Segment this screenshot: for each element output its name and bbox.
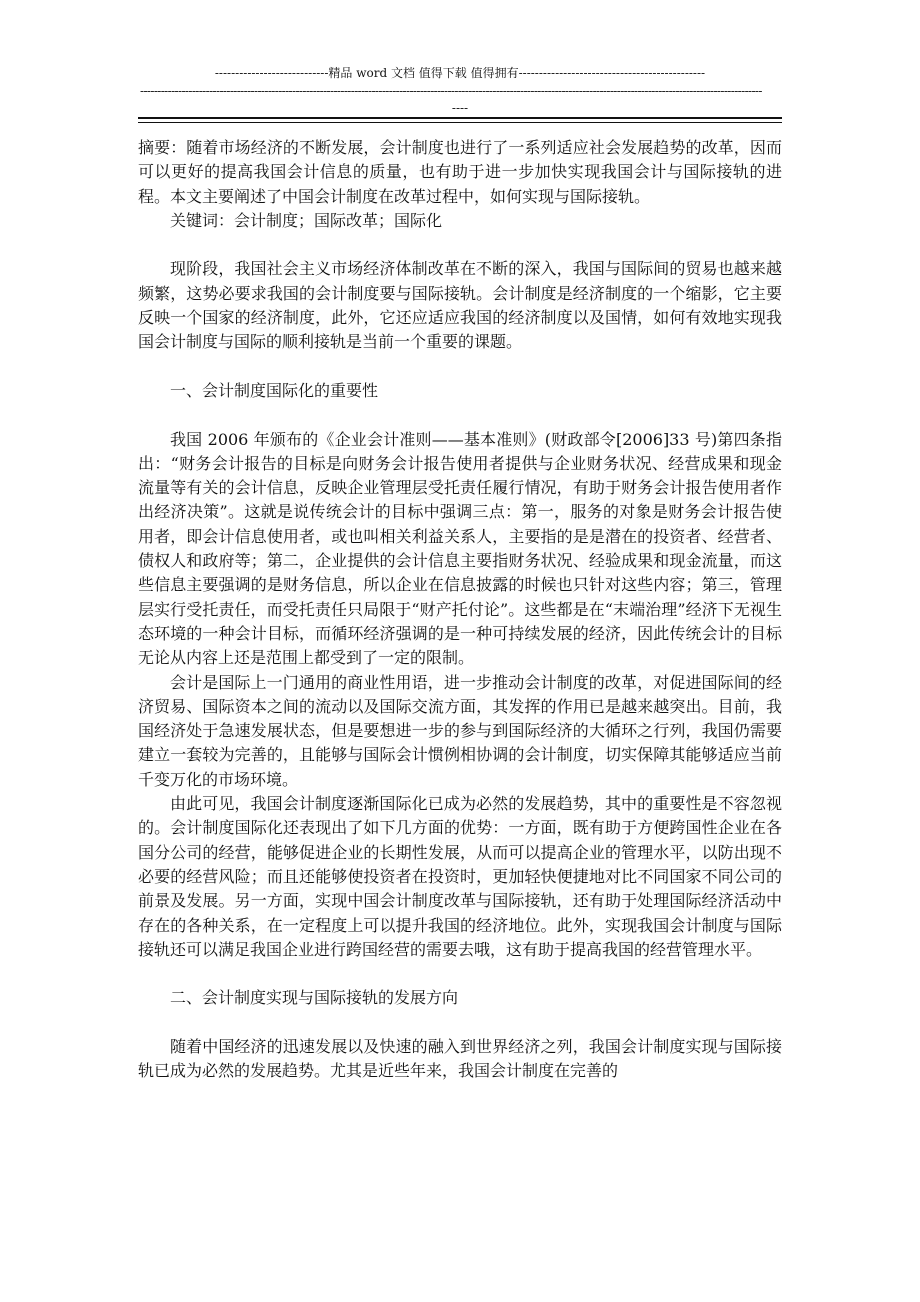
abstract-paragraph: 摘要：随着市场经济的不断发展，会计制度也进行了一系列适应社会发展趋势的改革，因而可以更好的提高我国会计信息的质量，也有助于进一步加快实现我国会计与国际接轨的进程。本文主要阐述了中国会计制度在改革过程中，如何实现与国际接轨。 xyxy=(138,138,782,206)
section1-paragraph-1: 我国 2006 年颁布的《企业会计准则——基本准则》(财政部令[2006]33 号)第四条指出：“财务会计报告的目标是向财务会计报告使用者提供与企业财务状况、经营成果和现金流量等有关的会计信息，反映企业管理层受托责任履行情况，有助于财务会计报告使用者作出经济决策”。这就是说传统会计的目标中强调三点：第一，服务的对象是财务会计报告使用者，即会计信息使用者，或也叫相关利益关系人，主要指的是是潜在的投资者、经营者、债权人和政府等；第二，企业提供的会计信息主要指财务状况、经验成果和现金流量，而这些信息主要强调的是财务信息，所以企业在信息披露的时候也只针对这些内容；第三，管理层实行受托责任，而受托责任只局限于“财产托付论”。这些都是在“末端治理”经济下无视生态环境的一种会计目标，而循环经济强调的是一种可持续发展的经济，因此传统会计的目标无论从内容上还是范围上都受到了一定的限制。 xyxy=(138,429,782,668)
section1-heading: 一、会计制度国际化的重要性 xyxy=(170,380,379,400)
spacer xyxy=(138,403,782,427)
header-dash-tail: ---- xyxy=(451,101,469,115)
keywords-line: 关键词：会计制度；国际改革；国际化 xyxy=(170,210,443,230)
document-body xyxy=(138,136,782,1084)
spacer xyxy=(138,1011,782,1035)
section2-heading: 二、会计制度实现与国际接轨的发展方向 xyxy=(170,988,459,1008)
section2-paragraph-1: 随着中国经济的迅速发展以及快速的融入到世界经济之列，我国会计制度实现与国际接轨已成为必然的发展趋势。尤其是近些年来，我国会计制度在完善的 xyxy=(138,1036,782,1081)
section1-paragraph-3: 由此可见，我国会计制度逐渐国际化已成为必然的发展趋势，其中的重要性是不容忽视的。会计制度国际化还表现出了如下几方面的优势：一方面，既有助于方便跨国性企业在各国分公司的经营，能够促进企业的长期性发展，从而可以提高企业的管理水平，以防出现不必要的经营风险；而且还能够使投资者在投资时，更加轻快便捷地对比不同国家不同公司的前景及发展。另一方面，实现中国会计制度改革与国际接轨，还有助于处理国际经济活动中存在的各种关系，在一定程度上可以提升我国的经济地位。此外，实现我国会计制度与国际接轨还可以满足我国企业进行跨国经营的需要去哦，这有助于提高我国的经营管理水平。 xyxy=(138,794,782,959)
spacer xyxy=(138,233,782,257)
header-rule-thick xyxy=(138,117,782,119)
header-dash-line: ------------------------------------------------------------------------------------------------------------------------------------------------------------------------------------ xyxy=(140,84,762,98)
header-banner: ----------------------------精品 word 文档 值得下载 值得拥有---------------------------------------------- xyxy=(214,66,706,80)
section1-paragraph-2: 会计是国际上一门通用的商业性用语，进一步推动会计制度的改革，对促进国际间的经济贸易、国际资本之间的流动以及国际交流方面，其发挥的作用已是越来越突出。目前，我国经济处于急速发展状态，但是要想进一步的参与到国际经济的大循环之行列，我国仍需要建立一套较为完善的，且能够与国际会计惯例相协调的会计制度，切实保障其能够适应当前千变万化的市场环境。 xyxy=(138,672,782,789)
spacer xyxy=(138,355,782,379)
intro-paragraph: 现阶段，我国社会主义市场经济体制改革在不断的深入，我国与国际间的贸易也越来越频繁，这势必要求我国的会计制度要与国际接轨。会计制度是经济制度的一个缩影，它主要反映一个国家的经济制度，此外，它还应适应我国的经济制度以及国情，如何有效地实现我国会计制度与国际的顺利接轨是当前一个重要的课题。 xyxy=(138,259,782,352)
header-rule-thin xyxy=(138,122,782,123)
spacer xyxy=(138,962,782,986)
